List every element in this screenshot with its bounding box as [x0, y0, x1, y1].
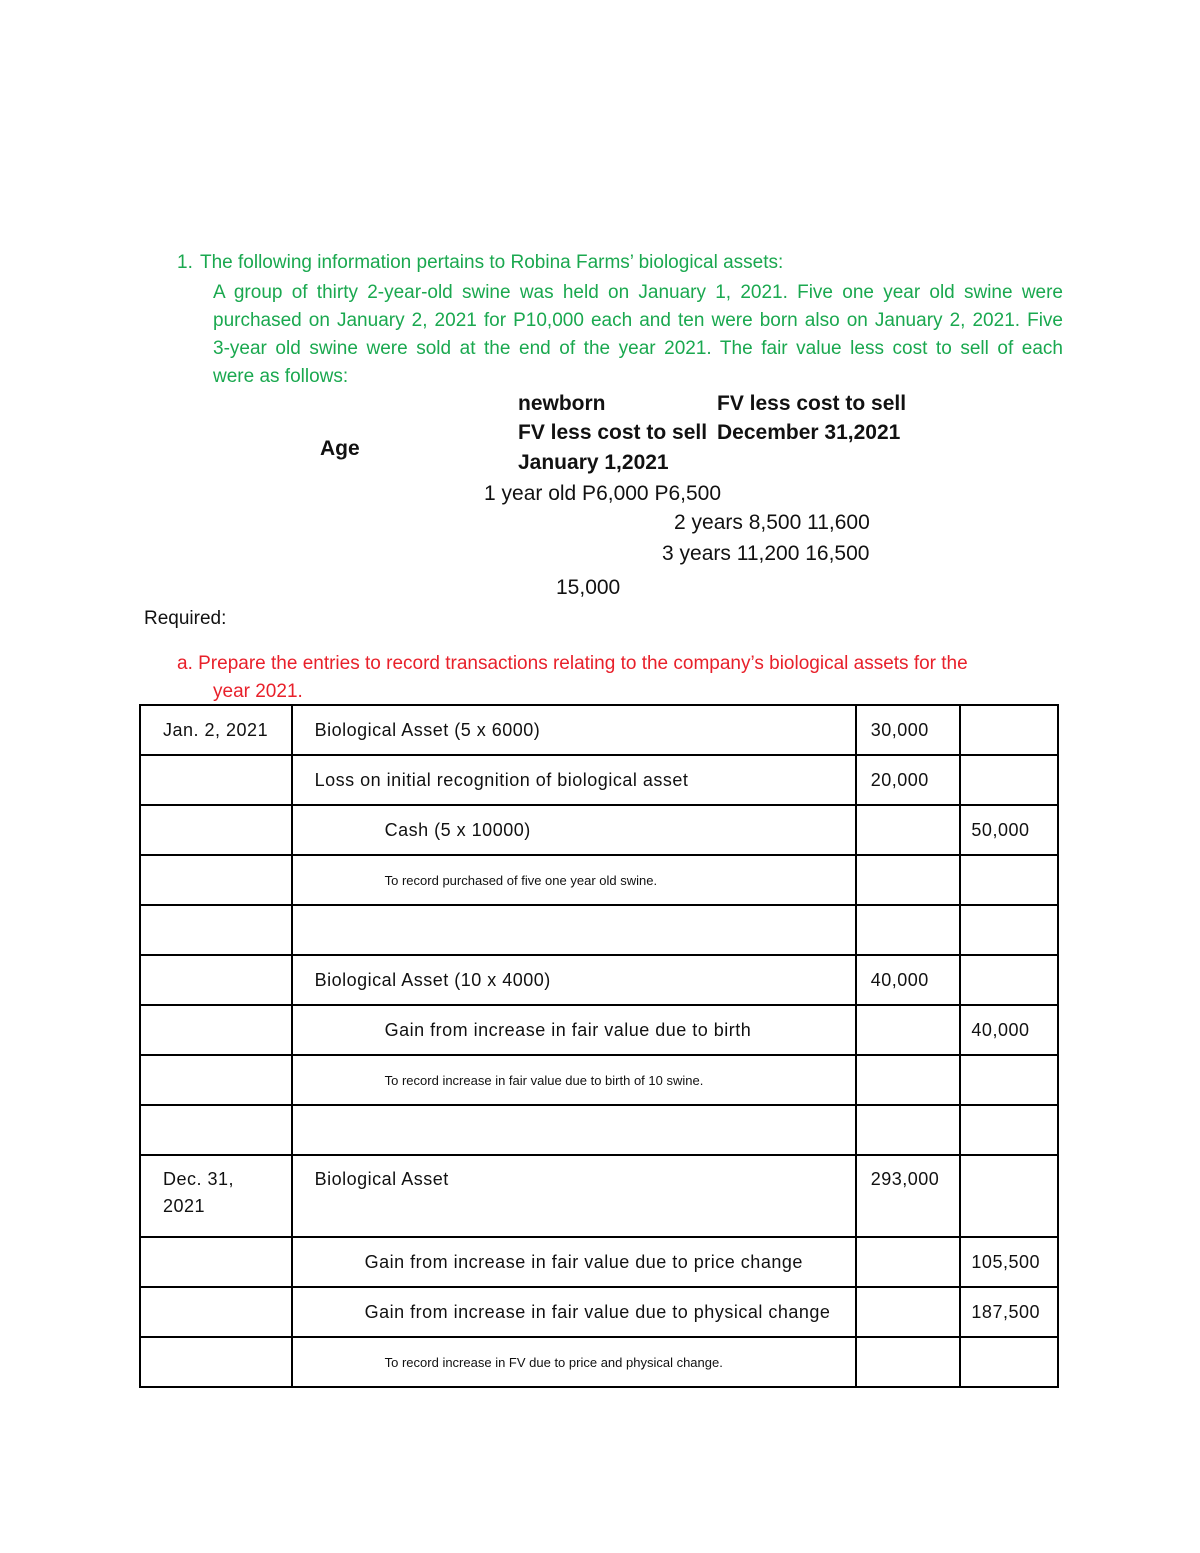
journal-debit: [856, 905, 961, 955]
journal-debit: 293,000: [856, 1155, 961, 1237]
journal-date: [140, 1337, 292, 1387]
question-paragraph-line: 3-year old swine were sold at the end of the year 2021. The fair value less cost to sell of each: [213, 338, 1063, 359]
journal-credit: 50,000: [960, 805, 1058, 855]
journal-row: [140, 705, 1058, 755]
question-paragraph-line: A group of thirty 2-year-old swine was held on January 1, 2021. Five one year old swine were: [213, 282, 1063, 303]
journal-credit: [960, 1155, 1058, 1237]
journal-memo: To record increase in fair value due to birth of 10 swine.: [292, 1055, 856, 1105]
fv-row: 1 year old P6,000 P6,500: [484, 482, 722, 505]
journal-debit: 40,000: [856, 955, 961, 1005]
question-paragraph-line: purchased on January 2, 2021 for P10,000 each and ten were born also on January 2, 2021. Five: [213, 310, 1063, 331]
journal-date: [140, 1287, 292, 1337]
fv-col1-header: newborn: [518, 392, 606, 415]
journal-row: [140, 855, 1058, 905]
journal-date: [140, 1237, 292, 1287]
journal-row: [140, 805, 1058, 855]
journal-account: Loss on initial recognition of biological asset: [292, 755, 856, 805]
journal-debit: [856, 1005, 961, 1055]
required-label: Required:: [144, 608, 227, 629]
question-intro: The following information pertains to Robina Farms’ biological assets:: [200, 252, 784, 273]
fv-col2-header: December 31,2021: [717, 421, 901, 444]
journal-date: [140, 1005, 292, 1055]
journal-debit: 20,000: [856, 755, 961, 805]
journal-row: [140, 1055, 1058, 1105]
journal-account: [292, 1105, 856, 1155]
journal-row: [140, 955, 1058, 1005]
journal-row: [140, 1105, 1058, 1155]
journal-account: Gain from increase in fair value due to price change: [292, 1237, 856, 1287]
journal-account: [292, 905, 856, 955]
journal-memo: To record increase in FV due to price and physical change.: [292, 1337, 856, 1387]
journal-credit: [960, 855, 1058, 905]
journal-debit: [856, 1337, 961, 1387]
journal-debit: [856, 1237, 961, 1287]
fv-col2-header: FV less cost to sell: [717, 392, 907, 415]
journal-account: Biological Asset (5 x 6000): [292, 705, 856, 755]
question-paragraph-line: were as follows:: [213, 366, 349, 387]
journal-date: [140, 855, 292, 905]
journal-debit: [856, 855, 961, 905]
fv-row: 2 years 8,500 11,600: [674, 511, 870, 534]
journal-credit: [960, 705, 1058, 755]
journal-date-line: 2021: [163, 1196, 206, 1216]
journal-date: [140, 755, 292, 805]
journal-debit: 30,000: [856, 705, 961, 755]
journal-credit: [960, 1105, 1058, 1155]
journal-credit: [960, 905, 1058, 955]
journal-credit: [960, 1337, 1058, 1387]
journal-date-line: Dec. 31,: [163, 1169, 235, 1189]
journal-date: [140, 1055, 292, 1105]
fv-col1-header: FV less cost to sell: [518, 421, 708, 444]
journal-table: [139, 704, 1059, 1388]
required-item-a: a. Prepare the entries to record transactions relating to the company’s biological assets for the: [177, 653, 968, 674]
fv-col1-header: January 1,2021: [518, 451, 669, 474]
journal-row: [140, 905, 1058, 955]
question-number: 1.: [177, 252, 193, 273]
journal-date: [140, 955, 292, 1005]
journal-date: [140, 1105, 292, 1155]
journal-row: [140, 1337, 1058, 1387]
journal-account: Biological Asset: [292, 1155, 856, 1237]
journal-debit: [856, 805, 961, 855]
journal-date: [140, 805, 292, 855]
journal-account: Gain from increase in fair value due to birth: [292, 1005, 856, 1055]
journal-account: Cash (5 x 10000): [292, 805, 856, 855]
journal-credit: [960, 755, 1058, 805]
journal-row: [140, 1155, 1058, 1237]
journal-account: Gain from increase in fair value due to physical change: [292, 1287, 856, 1337]
journal-date: [140, 905, 292, 955]
journal-credit: [960, 1055, 1058, 1105]
fv-row: 3 years 11,200 16,500: [662, 542, 870, 565]
journal-credit: 105,500: [960, 1237, 1058, 1287]
journal-date: Jan. 2, 2021: [140, 705, 292, 755]
journal-credit: 187,500: [960, 1287, 1058, 1337]
journal-credit: [960, 955, 1058, 1005]
journal-row: [140, 1287, 1058, 1337]
journal-debit: [856, 1287, 961, 1337]
fv-age-label: Age: [320, 437, 360, 460]
journal-date: [140, 1155, 292, 1237]
journal-row: [140, 1237, 1058, 1287]
journal-row: [140, 755, 1058, 805]
journal-credit: 40,000: [960, 1005, 1058, 1055]
journal-debit: [856, 1105, 961, 1155]
required-item-a-cont: year 2021.: [213, 681, 303, 702]
journal-row: [140, 1005, 1058, 1055]
fv-extra-value: 15,000: [556, 576, 621, 599]
journal-debit: [856, 1055, 961, 1105]
journal-account: Biological Asset (10 x 4000): [292, 955, 856, 1005]
journal-memo: To record purchased of five one year old swine.: [292, 855, 856, 905]
